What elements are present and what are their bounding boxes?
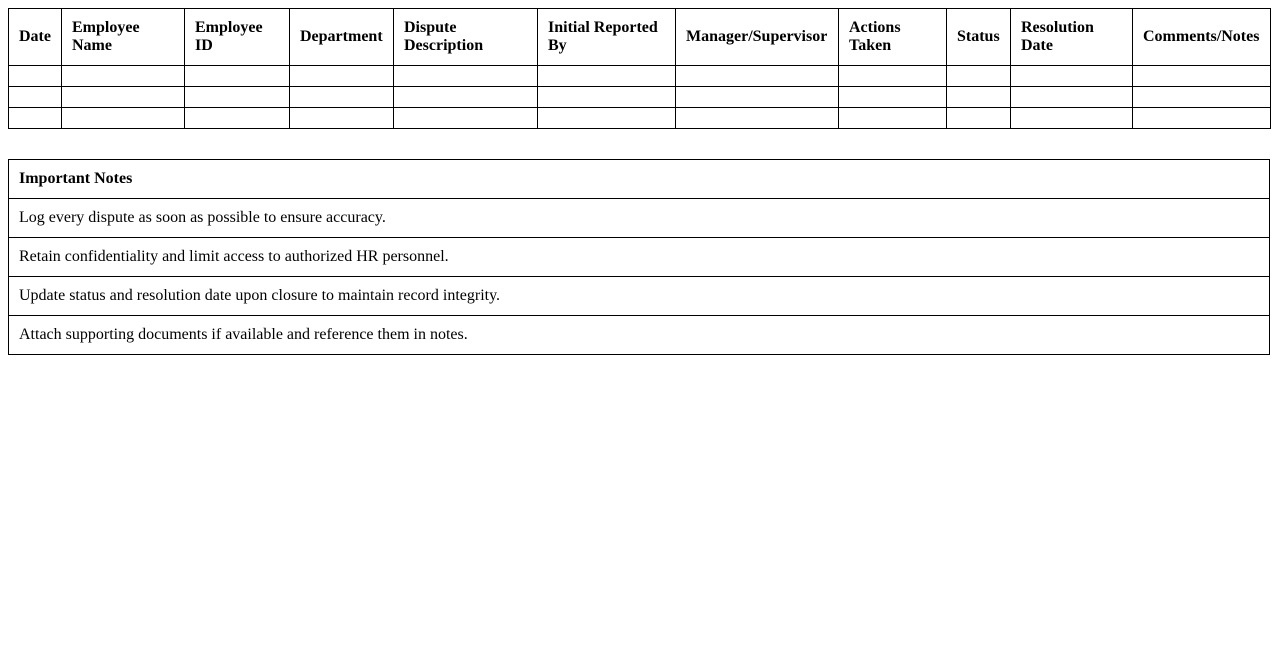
note-text: Retain confidentiality and limit access to authorized HR personnel. <box>9 238 1270 277</box>
table-cell[interactable] <box>290 108 394 129</box>
table-cell[interactable] <box>62 87 185 108</box>
table-cell[interactable] <box>1011 66 1133 87</box>
table-cell[interactable] <box>62 66 185 87</box>
table-cell[interactable] <box>1011 87 1133 108</box>
header-employee-id: Employee ID <box>185 9 290 66</box>
table-row <box>9 87 1271 108</box>
table-cell[interactable] <box>62 108 185 129</box>
table-row <box>9 66 1271 87</box>
header-dispute-description: Dispute Description <box>394 9 538 66</box>
table-cell[interactable] <box>538 87 676 108</box>
table-cell[interactable] <box>1133 108 1271 129</box>
header-initial-reported-by: Initial Reported By <box>538 9 676 66</box>
table-cell[interactable] <box>676 108 839 129</box>
table-cell[interactable] <box>290 66 394 87</box>
list-item <box>9 277 1270 316</box>
header-status: Status <box>947 9 1011 66</box>
table-cell[interactable] <box>290 87 394 108</box>
table-cell[interactable] <box>839 108 947 129</box>
table-cell[interactable] <box>1133 66 1271 87</box>
table-cell[interactable] <box>185 66 290 87</box>
table-cell[interactable] <box>538 108 676 129</box>
header-department: Department <box>290 9 394 66</box>
table-cell[interactable] <box>9 66 62 87</box>
header-resolution-date: Resolution Date <box>1011 9 1133 66</box>
table-cell[interactable] <box>185 108 290 129</box>
list-item <box>9 238 1270 277</box>
important-notes-table <box>8 159 1270 355</box>
table-cell[interactable] <box>9 87 62 108</box>
table-cell[interactable] <box>9 108 62 129</box>
list-item <box>9 199 1270 238</box>
table-cell[interactable] <box>1011 108 1133 129</box>
table-header-row <box>9 9 1271 66</box>
table-cell[interactable] <box>839 87 947 108</box>
table-cell[interactable] <box>1133 87 1271 108</box>
header-employee-name: Employee Name <box>62 9 185 66</box>
note-text: Log every dispute as soon as possible to ensure accuracy. <box>9 199 1270 238</box>
table-cell[interactable] <box>947 87 1011 108</box>
table-cell[interactable] <box>947 66 1011 87</box>
dispute-log-table <box>8 8 1271 129</box>
header-date: Date <box>9 9 62 66</box>
table-cell[interactable] <box>676 66 839 87</box>
note-text: Attach supporting documents if available and reference them in notes. <box>9 316 1270 355</box>
header-actions-taken: Actions Taken <box>839 9 947 66</box>
table-cell[interactable] <box>394 87 538 108</box>
table-cell[interactable] <box>538 66 676 87</box>
table-cell[interactable] <box>394 108 538 129</box>
header-manager-supervisor: Manager/Supervisor <box>676 9 839 66</box>
table-cell[interactable] <box>676 87 839 108</box>
table-cell[interactable] <box>947 108 1011 129</box>
notes-title: Important Notes <box>9 160 1270 199</box>
table-cell[interactable] <box>839 66 947 87</box>
header-comments-notes: Comments/Notes <box>1133 9 1271 66</box>
table-cell[interactable] <box>394 66 538 87</box>
note-text: Update status and resolution date upon closure to maintain record integrity. <box>9 277 1270 316</box>
list-item <box>9 316 1270 355</box>
notes-header-row <box>9 160 1270 199</box>
table-cell[interactable] <box>185 87 290 108</box>
table-row <box>9 108 1271 129</box>
